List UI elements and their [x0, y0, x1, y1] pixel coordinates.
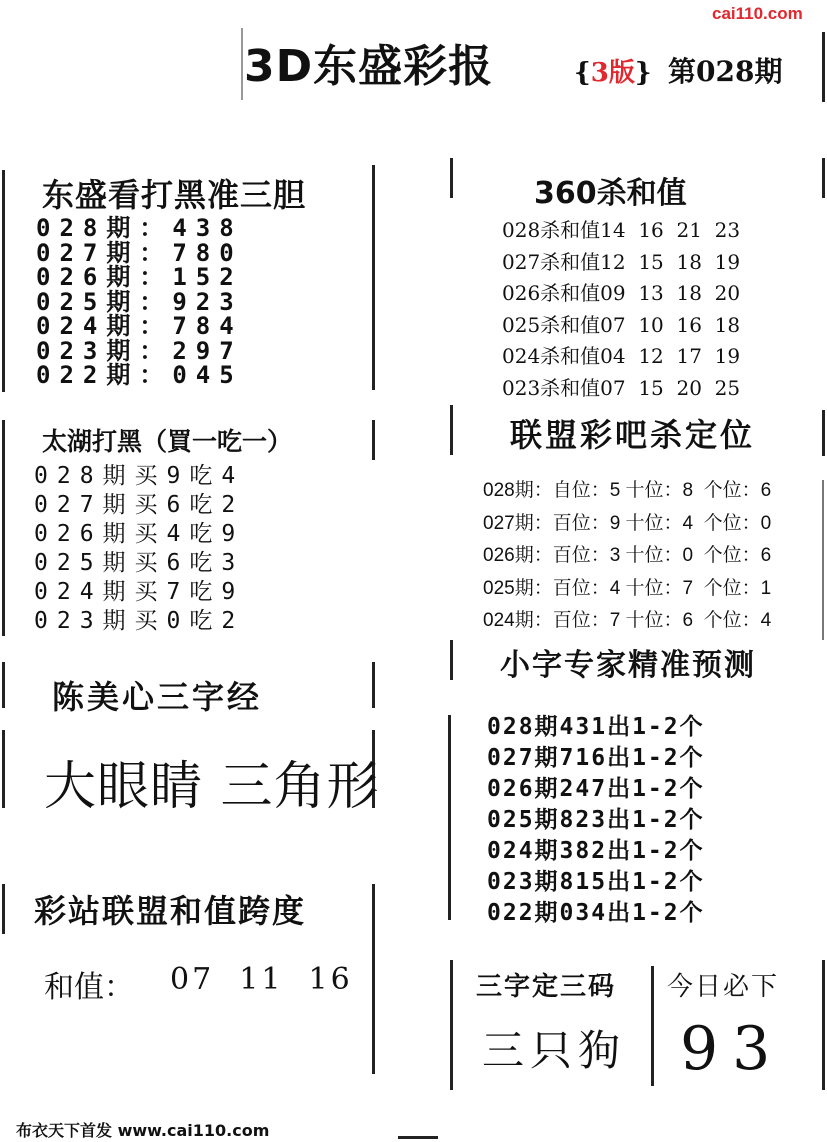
- page-title: 3D东盛彩报: [244, 41, 494, 92]
- list-item: 026杀和值09 13 18 20: [502, 281, 741, 305]
- right-rule-5: [450, 960, 453, 1090]
- list-item: 027期716出1-2个: [487, 745, 705, 771]
- right-rule-5b: [822, 960, 825, 1090]
- list-item: 025期：923: [36, 287, 243, 316]
- right-rule-2b: [822, 410, 825, 456]
- list-item: 023期买0吃2: [34, 608, 245, 634]
- chen-text: 大眼睛 三角形: [44, 757, 380, 817]
- list-item: 025杀和值07 10 16 18: [502, 312, 741, 337]
- list-item: 028期：自位：5 十位：8 个位：6: [483, 480, 772, 501]
- right-rule-2: [450, 405, 453, 455]
- right-rule-4: [448, 715, 451, 920]
- lianmeng-title: 联盟彩吧杀定位: [510, 416, 756, 454]
- edition-close: }: [634, 58, 652, 88]
- list-item: 026期：152: [36, 263, 243, 291]
- list-item: 028杀和值14 16 21 23: [502, 218, 741, 242]
- issue-number: 第028期: [668, 55, 783, 88]
- list-item: 025期买6吃3: [34, 550, 245, 576]
- taihu-list: [34, 462, 244, 636]
- lianmeng-list: [483, 475, 771, 638]
- sanzi-title: 三字定三码: [476, 972, 617, 1002]
- right-rule-1b: [822, 158, 825, 198]
- left-rule-5: [2, 884, 5, 934]
- bottom-split-rule: [651, 966, 654, 1086]
- edition-open: {: [574, 58, 591, 88]
- list-item: 024杀和值04 12 17 19: [502, 344, 741, 368]
- list-item: 027期：780: [36, 238, 243, 267]
- list-item: 024期买7吃9: [34, 579, 245, 605]
- list-item: 025期：百位：4 十位：7 个位：1: [483, 577, 772, 599]
- list-item: 023期815出1-2个: [487, 869, 705, 895]
- bottom-tick: [398, 1136, 438, 1139]
- right-rule-3: [450, 640, 453, 680]
- list-item: 024期：784: [36, 312, 243, 340]
- list-item: 026期买4吃9: [34, 521, 245, 547]
- site-tag: cai110.com: [712, 4, 803, 23]
- caizhan-title: 彩站联盟和值跨度: [34, 892, 307, 930]
- footer-text: 布衣天下首发 www.cai110.com: [16, 1121, 270, 1140]
- list-item: 028期：438: [36, 214, 243, 242]
- left-rule-2: [2, 420, 5, 636]
- left-rule-3b: [372, 662, 375, 708]
- right-rule-1: [450, 158, 453, 198]
- list-item: 023杀和值07 15 20 25: [502, 375, 741, 400]
- header-right-rule: [822, 32, 825, 102]
- list-item: 025期823出1-2个: [487, 807, 705, 833]
- caizhan-values: 07 11 16: [170, 962, 353, 997]
- left-rule-3: [2, 662, 5, 708]
- taihu-title: 太湖打黑（買一吃一）: [42, 427, 293, 456]
- sanzi-pick: 三只狗: [482, 1026, 627, 1075]
- left-rule-5b: [372, 884, 375, 1074]
- bixia-title: 今日必下: [667, 972, 780, 1002]
- chen-title: 陈美心三字经: [52, 678, 263, 716]
- xiaozi-list: [487, 712, 705, 929]
- bixia-number: 93: [680, 1014, 785, 1084]
- list-item: 027期：百位：9 十位：4 个位：0: [483, 512, 772, 534]
- list-item: 027期买6吃2: [34, 492, 245, 518]
- list-item: 024期：百位：7 十位：6 个位：4: [483, 610, 772, 631]
- list-item: 026期：百位：3 十位：0 个位：6: [483, 545, 772, 566]
- edition-label: 3版: [590, 58, 635, 88]
- header-divider: [241, 28, 243, 100]
- xiaozi-title: 小字专家精准预测: [500, 648, 756, 683]
- list-item: 024期382出1-2个: [487, 838, 705, 864]
- list-item: 027杀和值12 15 18 19: [502, 249, 741, 274]
- list-item: 022期034出1-2个: [487, 900, 705, 926]
- list-item: 028期买9吃4: [34, 463, 245, 489]
- edition-badge: [574, 52, 652, 89]
- left-rule-2b: [372, 420, 375, 460]
- list-item: 028期431出1-2个: [487, 714, 705, 740]
- dongsheng-list: [36, 216, 243, 388]
- left-rule-1b: [372, 165, 375, 390]
- list-item: 022期：045: [36, 361, 243, 389]
- sha360-list: [502, 215, 740, 404]
- left-rule-4: [2, 730, 5, 808]
- list-item: 023期：297: [36, 336, 243, 365]
- caizhan-label: 和值：: [44, 970, 134, 1005]
- sha360-title: 360杀和值: [534, 176, 687, 211]
- list-item: 026期247出1-2个: [487, 776, 705, 802]
- right-rule-4b: [822, 480, 824, 640]
- dongsheng-title: 东盛看打黑准三胆: [42, 176, 307, 214]
- left-rule-1: [2, 170, 5, 392]
